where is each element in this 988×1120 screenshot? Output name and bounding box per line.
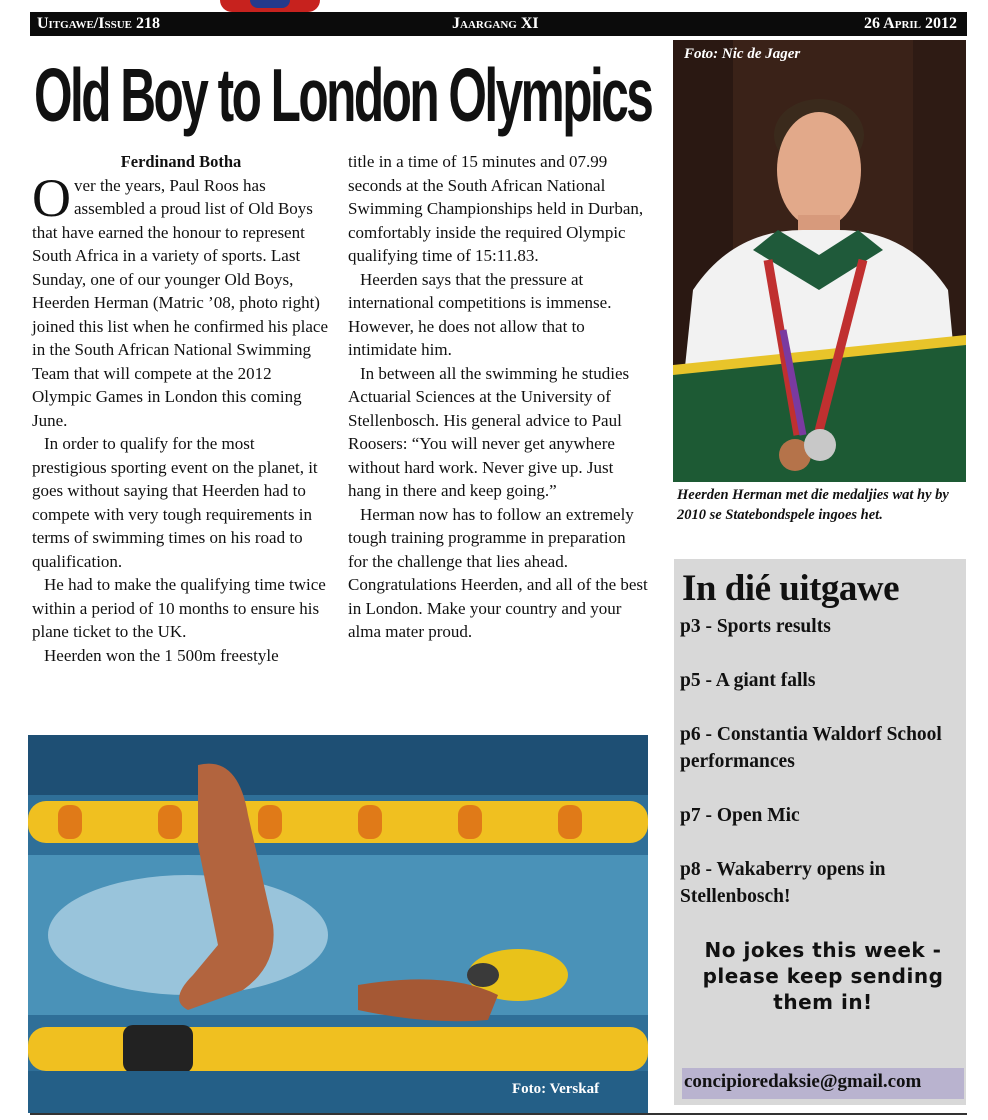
swimming-illustration	[28, 735, 648, 1113]
article-paragraph: In order to qualify for the most prestigious sporting event on the planet, it goes without saying that Heerden had to compete with very tough requirements in terms of swimming times on his road to qualification.	[32, 434, 318, 571]
portrait-illustration	[673, 40, 966, 482]
issue-number: Uitgawe/Issue 218	[37, 15, 160, 32]
in-this-issue-sidebar	[674, 559, 966, 1105]
article-paragraph: Heerden says that the pressure at international competitions is immense. However, he does not allow that to intimidate him.	[348, 269, 612, 359]
contents-item: p5 - A giant falls	[680, 670, 816, 691]
article-byline: Ferdinand Botha	[120, 152, 242, 171]
swimmer-portrait-photo	[673, 40, 966, 482]
contents-item: p7 - Open Mic	[680, 805, 800, 826]
sidebar-title: In dié uitgawe	[682, 568, 900, 609]
email-box	[682, 1068, 964, 1099]
contents-item: p6 - Constantia Waldorf School performances	[680, 724, 942, 772]
contents-item: p3 - Sports results	[680, 616, 831, 637]
photo-credit: Foto: Verskaf	[512, 1081, 600, 1097]
article-paragraph: In between all the swimming he studies Actuarial Sciences at the University of Stellenbosch. His general advice to Paul Roosers: “You will never get anywhere without hard work. Never give up. Just hang in there and keep going.”	[348, 363, 630, 500]
contact-email-link[interactable]: concipioredaksie@gmail.com	[684, 1071, 922, 1092]
contents-list	[680, 613, 962, 937]
masthead-bar	[30, 12, 967, 36]
jokes-notice: No jokes this week - please keep sending them in!	[702, 938, 944, 1014]
issue-date: 26 April 2012	[864, 15, 957, 32]
article-column-2	[348, 150, 648, 644]
drop-cap: O	[32, 167, 71, 228]
contents-item: p8 - Wakaberry opens in Stellenbosch!	[680, 859, 886, 907]
article-paragraph: Herman now has to follow an extremely tough training programme in preparation for the challenge that lies ahead. Congratulations Heerden, and all of the best in London. Make your country and your alma mater proud.	[348, 504, 648, 641]
article-paragraph: Over the years, Paul Roos has assembled a proud list of Old Boys that have earned the honour to represent South Africa in a variety of sports. Last Sunday, one of our younger Old Boys, Heerden Herman (Matric ’08, photo right) joined this list when he confirmed his place in the South African National Swimming Team that will compete at the 2012 Olympic Games in London this coming June.	[32, 167, 329, 430]
crest-logo-detail	[250, 0, 290, 8]
article-paragraph: He had to make the qualifying time twice within a period of 10 months to ensure his plane ticket to the UK.	[32, 575, 326, 641]
article-paragraph: Heerden won the 1 500m freestyle	[44, 645, 279, 665]
bottom-rule	[30, 1113, 967, 1115]
article-headline: Old Boy to London Olympics	[34, 53, 652, 138]
swimmer-action-photo	[28, 735, 648, 1113]
photo-caption: Heerden Herman met die medaljies wat hy by 2010 se Statebondspele ingoes het.	[677, 487, 949, 523]
photo-credit: Foto: Nic de Jager	[684, 46, 801, 62]
article-paragraph: title in a time of 15 minutes and 07.99 seconds at the South African National Swimming Championships held in Durban, comfortably inside the required Olympic qualifying time of 15:11.83.	[348, 152, 644, 265]
article-column-1	[32, 150, 330, 667]
volume-label: Jaargang XI	[452, 15, 539, 32]
